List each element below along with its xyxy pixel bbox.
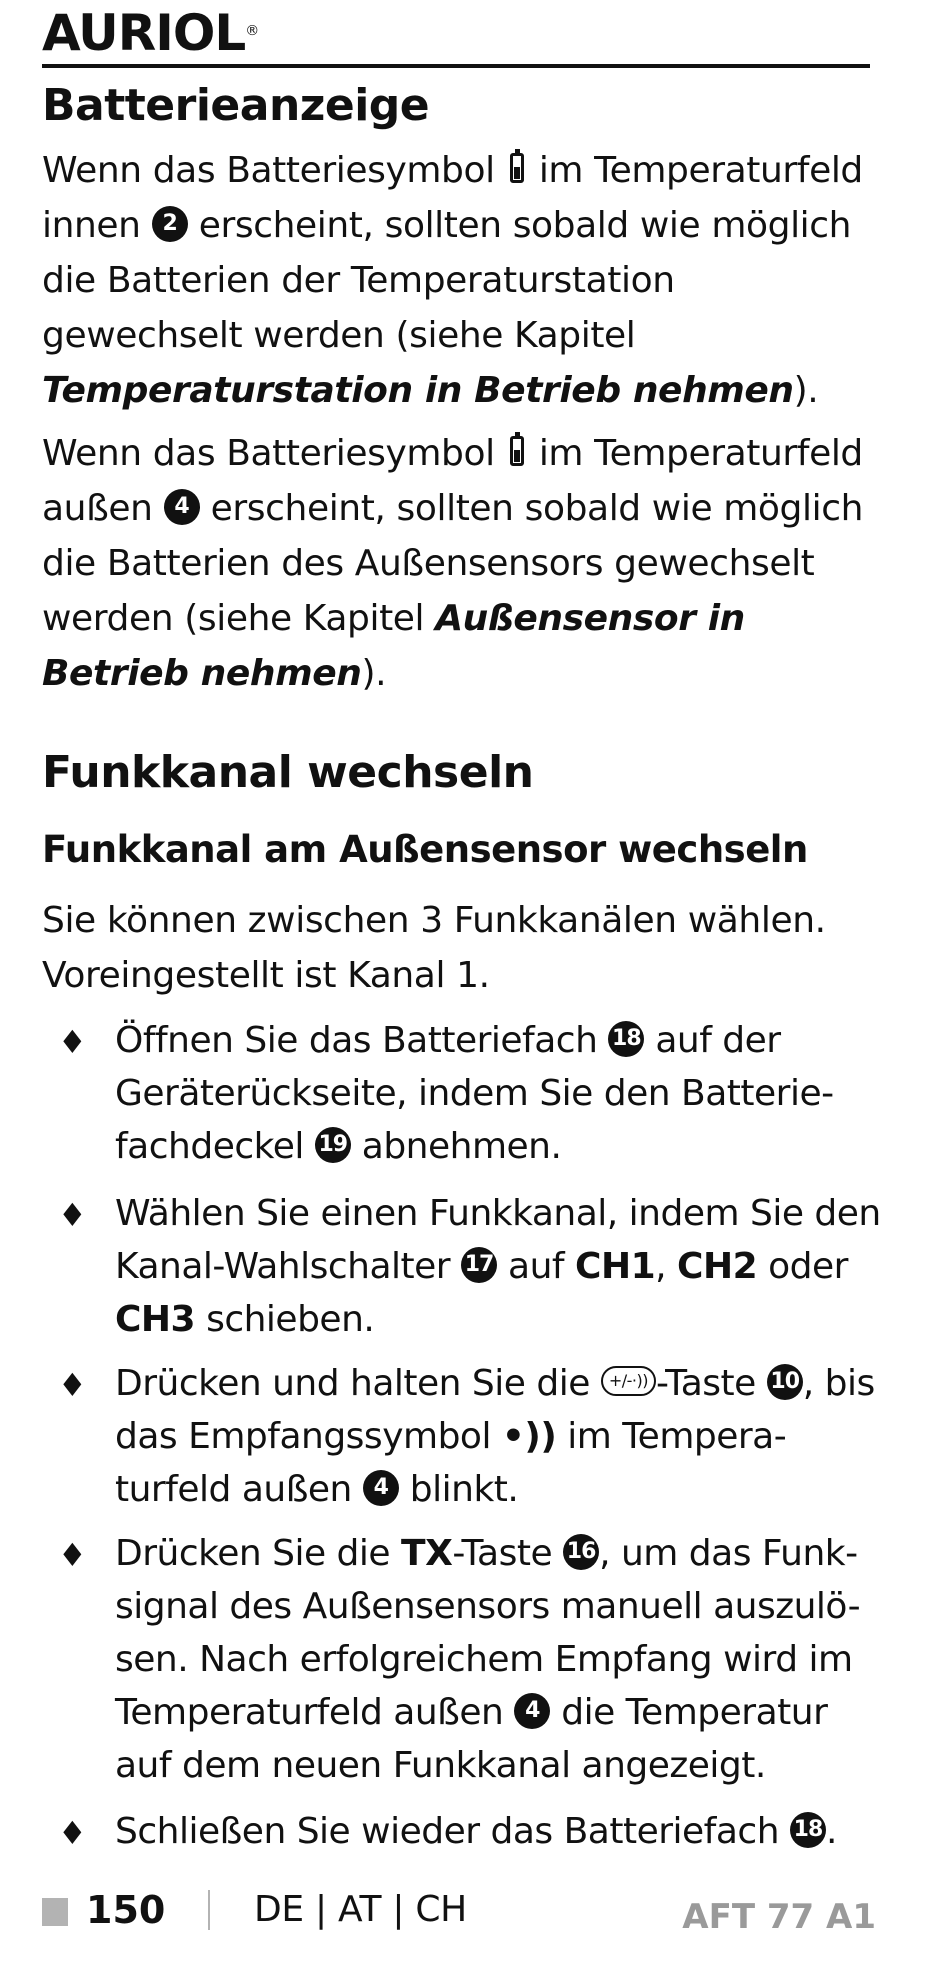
paragraph-channel-intro: Sie können zwischen 3 Funkkanälen wählen. Voreingestellt ist Kanal 1. <box>42 900 826 996</box>
heading-change-channel: Funkkanal wechseln <box>42 747 534 798</box>
callout-number: 16 <box>563 1534 599 1570</box>
chapter-reference: Temperaturstation in Betrieb nehmen <box>42 370 794 411</box>
callout-number: 10 <box>767 1364 803 1400</box>
chapter-reference: Außensensor in Betrieb nehmen <box>42 598 745 694</box>
diamond-bullet-icon: ♦ <box>58 1536 87 1574</box>
callout-number: 4 <box>164 489 200 525</box>
battery-icon <box>510 436 524 466</box>
battery-icon <box>510 153 524 183</box>
language-codes: DE | AT | CH <box>254 1889 467 1930</box>
callout-number: 4 <box>363 1470 399 1506</box>
callout-number: 19 <box>315 1127 351 1163</box>
callout-number: 18 <box>608 1021 644 1057</box>
diamond-bullet-icon: ♦ <box>58 1814 87 1852</box>
diamond-bullet-icon: ♦ <box>58 1023 87 1061</box>
brand-logo: AURIOL® <box>42 4 259 62</box>
diamond-bullet-icon: ♦ <box>58 1366 87 1404</box>
page-number: 150 <box>86 1888 166 1932</box>
footer-divider <box>208 1890 210 1930</box>
callout-number: 18 <box>790 1812 826 1848</box>
reception-signal-icon: •)) <box>501 1416 557 1457</box>
callout-number: 4 <box>514 1693 550 1729</box>
page-footer <box>42 1880 876 1940</box>
plus-minus-signal-key-icon: +/-·)) <box>601 1366 656 1396</box>
callout-number: 2 <box>152 206 188 242</box>
subheading-outdoor-sensor-channel: Funkkanal am Außensensor wechseln <box>42 828 808 871</box>
heading-battery-indicator: Batterieanzeige <box>42 80 430 131</box>
model-number: AFT 77 A1 <box>682 1897 876 1937</box>
paragraph-battery-inside: Wenn das Batteriesymbol im Temperaturfeld innen 2 erscheint, sollten sobald wie möglich die Batterien der Temperaturstation gewechselt werden (siehe Kapitel Temperaturstation in Betrieb nehmen). <box>42 150 863 411</box>
paragraph-battery-outside: Wenn das Batteriesymbol im Temperaturfeld außen 4 erscheint, sollten sobald wie möglich die Batterien des Außensensors gewechselt werden (siehe Kapitel Außensensor in Betrieb nehmen). <box>42 433 864 694</box>
diamond-bullet-icon: ♦ <box>58 1196 87 1234</box>
header-rule <box>42 64 870 68</box>
footer-square-icon <box>42 1898 68 1926</box>
callout-number: 17 <box>461 1247 497 1283</box>
